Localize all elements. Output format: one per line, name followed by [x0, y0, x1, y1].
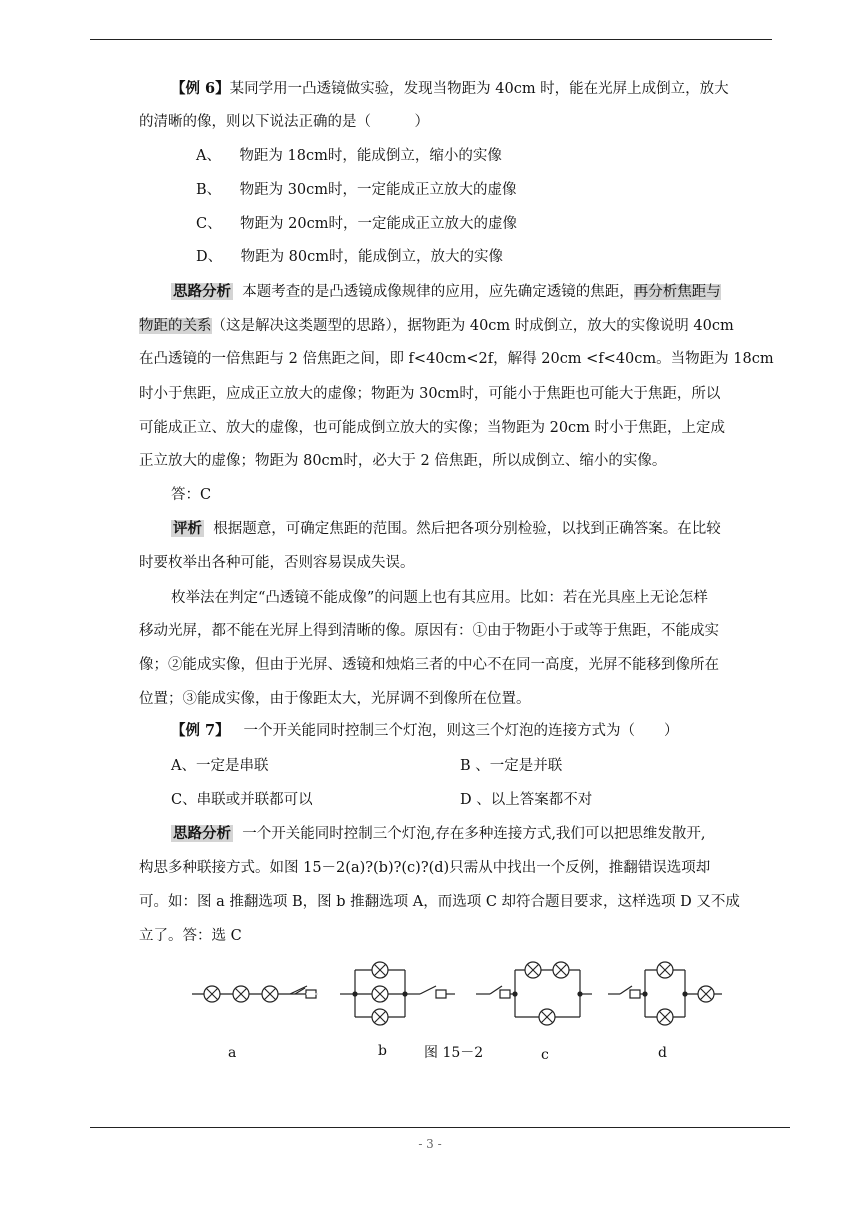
example6-analysis-line3: 在凸透镜的一倍焦距与 2 倍焦距之间，即 f<40cm<2f，解得 20cm <f<40cm。当物距为 18cm	[139, 351, 774, 367]
example6-option-d: D、 物距为 80cm时，能成倒立，放大的实像	[196, 249, 504, 265]
example7-option-c: C、串联或并联都可以	[171, 792, 313, 808]
example6-analysis-line1: 思路分析 本题考查的是凸透镜成像规律的应用，应先确定透镜的焦距，再分析焦距与	[173, 283, 721, 300]
example6-question-line1: 【例 6】某同学用一凸透镜做实验，发现当物距为 40cm 时，能在光屏上成倒立，放大	[171, 80, 729, 97]
example7-analysis-line3: 可。如：图 a 推翻选项 B，图 b 推翻选项 A，而选项 C 却符合题目要求，这样选项 D 又不成	[139, 894, 740, 910]
analysis-label: 思路分析	[173, 283, 231, 300]
example6-question-line2: 的清晰的像，则以下说法正确的是（ ）	[139, 114, 429, 130]
example6-analysis-line6: 正立放大的虚像；物距为 80cm时，必大于 2 倍焦距，所以成倒立、缩小的实像。	[139, 453, 667, 469]
lamp-icon	[698, 986, 714, 1002]
page-number: - 3 -	[418, 1137, 442, 1151]
extra-line4: 位置；③能成实像，由于像距太大，光屏调不到像所在位置。	[139, 691, 531, 707]
example6-comment-line1: 评析 根据题意，可确定焦距的范围。然后把各项分别检验，以找到正确答案。在比较	[173, 520, 721, 537]
lamp-icon	[233, 986, 249, 1002]
analysis-label-2: 思路分析	[173, 825, 231, 842]
lamp-icon	[525, 962, 541, 978]
figure-label-d: d	[658, 1045, 667, 1061]
lamp-icon	[372, 962, 388, 978]
example7-analysis-line4: 立了。答：选 C	[139, 928, 242, 944]
example6-analysis-line5: 可能成正立、放大的虚像，也可能成倒立放大的实像；当物距为 20cm 时小于焦距，上定成	[139, 420, 726, 436]
lamp-icon	[372, 1009, 388, 1025]
example7-analysis-line1: 思路分析 一个开关能同时控制三个灯泡,存在多种连接方式,我们可以把思维发散开,	[173, 825, 706, 842]
lamp-icon	[539, 1009, 555, 1025]
example7-analysis-line2: 构思多种联接方式。如图 15－2(a)?(b)?(c)?(d)只需从中找出一个反例，推翻错误选项却	[139, 860, 711, 876]
lamp-icon	[657, 962, 673, 978]
example6-option-a: A、 物距为 18cm时，能成倒立，缩小的实像	[196, 148, 502, 164]
example7-option-b: B 、一定是并联	[460, 758, 563, 774]
figure-label-a: a	[228, 1045, 237, 1061]
lamp-icon	[657, 1009, 673, 1025]
example6-option-b: B、 物距为 30cm时，一定能成正立放大的虚像	[196, 182, 517, 198]
figure-label-c: c	[541, 1047, 549, 1063]
example6-answer: 答：C	[171, 487, 212, 503]
example7-option-a: A、一定是串联	[171, 758, 269, 774]
figure-label-b: b	[378, 1043, 387, 1059]
lamp-icon	[262, 986, 278, 1002]
lamp-icon	[372, 986, 388, 1002]
example7-option-d: D 、以上答案都不对	[460, 792, 593, 808]
lamp-icon	[553, 962, 569, 978]
extra-line3: 像；②能成实像，但由于光屏、透镜和烛焰三者的中心不在同一高度，光屏不能移到像所在	[139, 657, 719, 673]
example6-option-c: C、 物距为 20cm时，一定能成正立放大的虚像	[196, 216, 517, 232]
figure-caption: 图 15－2	[424, 1045, 484, 1061]
lamp-icon	[204, 986, 220, 1002]
footer-rule	[90, 1127, 790, 1128]
example6-analysis-line4: 时小于焦距，应成正立放大的虚像；物距为 30cm时，可能小于焦距也可能大于焦距，所以	[139, 386, 721, 402]
example6-analysis-line2: 物距的关系（这是解决这类题型的思路），据物距为 40cm 时成倒立，放大的实像说明 40cm	[139, 318, 734, 334]
extra-line1: 枚举法在判定“凸透镜不能成像”的问题上也有其应用。比如：若在光具座上无论怎样	[171, 590, 708, 606]
example7-question: 【例 7】 一个开关能同时控制三个灯泡，则这三个灯泡的连接方式为（ ）	[171, 722, 679, 739]
example6-comment-line2: 时要枚举出各种可能，否则容易误成失误。	[139, 555, 415, 571]
comment-label: 评析	[173, 520, 202, 537]
extra-line2: 移动光屏，都不能在光屏上得到清晰的像。原因有：①由于物距小于或等于焦距，不能成实	[139, 623, 719, 639]
